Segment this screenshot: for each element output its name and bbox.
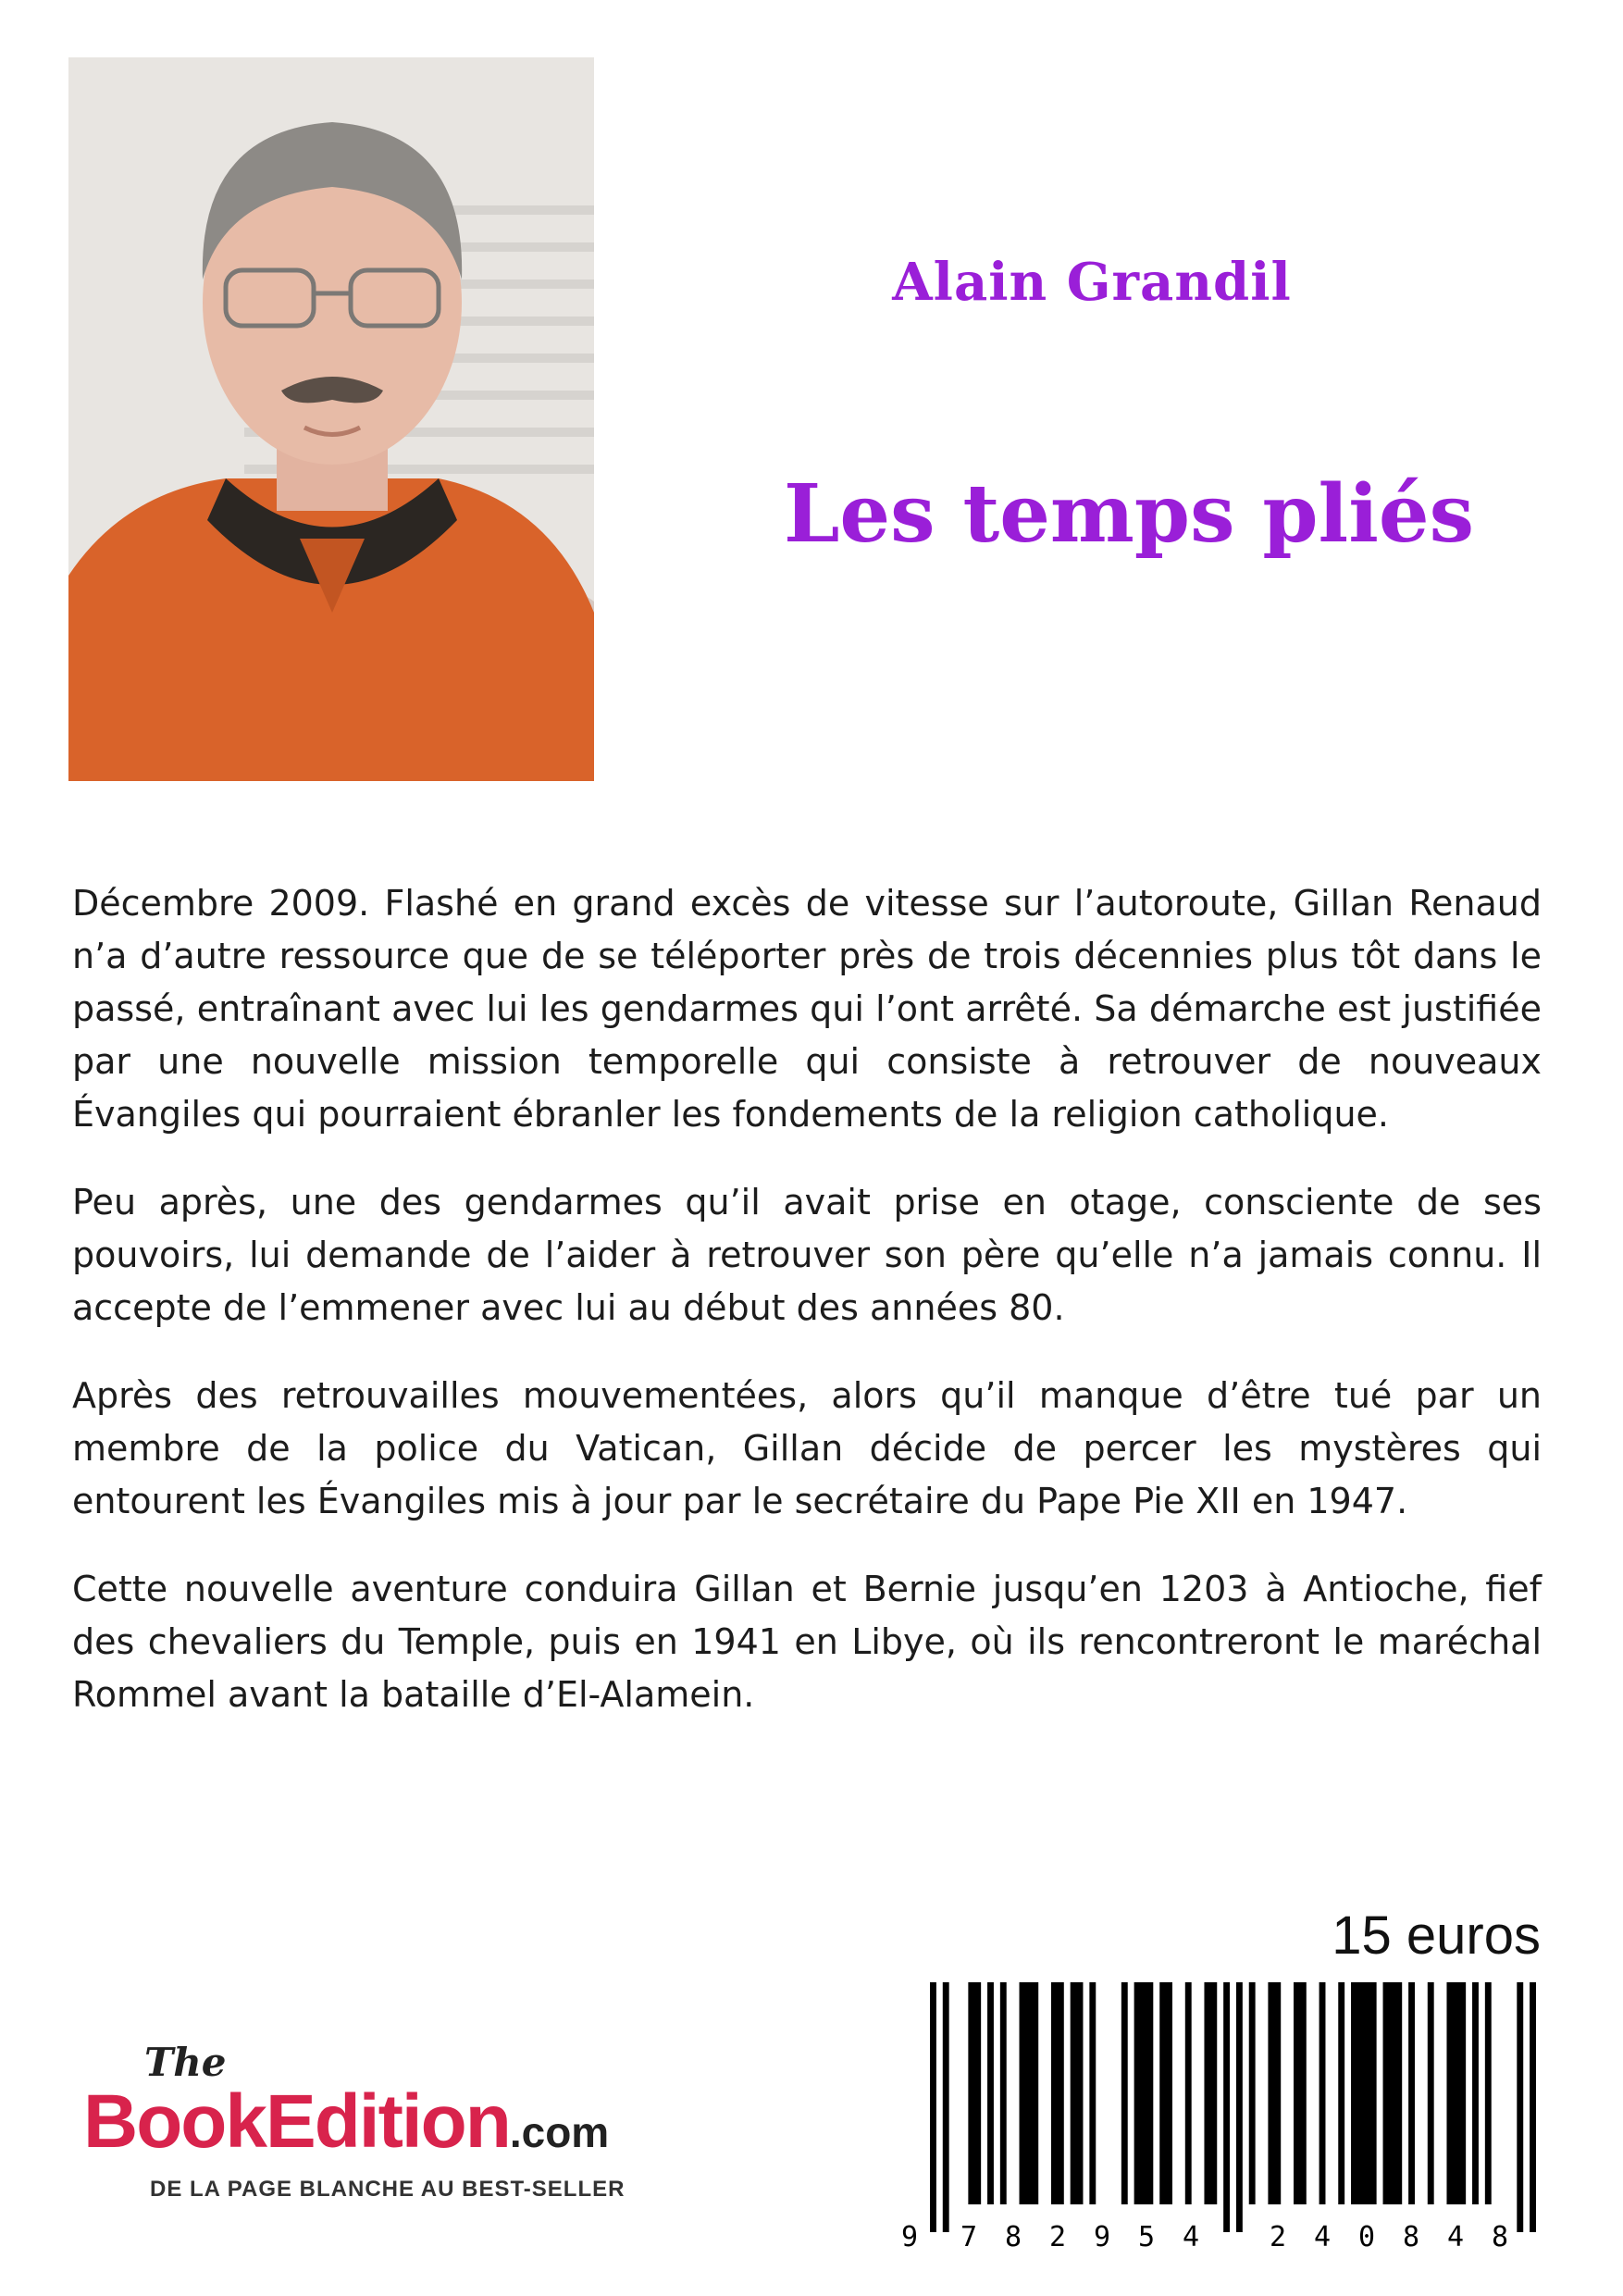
barcode-bar xyxy=(1020,1982,1039,2204)
book-title: Les temps pliés xyxy=(783,467,1475,561)
barcode-digit: 8 xyxy=(1004,2221,1022,2251)
barcode-digit: 9 xyxy=(900,2221,919,2251)
barcode-bar xyxy=(1485,1982,1492,2204)
barcode-bar xyxy=(1428,1982,1434,2204)
logo-the: The xyxy=(144,2040,227,2085)
barcode-bar xyxy=(1121,1982,1128,2204)
blurb-paragraph: Après des retrouvailles mouvementées, alors qu’il manque d’être tué par un membre de la police du Vatican, Gillan décide de percer les mystères qui entourent les Évangiles mis à jour par le secrétaire du Pape Pie XII en 1947. xyxy=(72,1375,1542,1521)
barcode-bar xyxy=(1383,1982,1403,2204)
author-photo xyxy=(68,57,594,781)
barcode-digit: 8 xyxy=(1491,2221,1509,2251)
barcode-bar xyxy=(1204,1982,1217,2204)
barcode-bar xyxy=(1319,1982,1326,2204)
author-name: Alain Grandil xyxy=(892,252,1292,313)
barcode-bar xyxy=(1159,1982,1172,2204)
barcode-bar xyxy=(1408,1982,1415,2204)
barcode-bar xyxy=(1134,1982,1154,2204)
barcode-bar xyxy=(1249,1982,1256,2204)
barcode-digit: 7 xyxy=(960,2221,978,2251)
barcode-bar xyxy=(1294,1982,1307,2204)
barcode-bar xyxy=(1351,1982,1377,2204)
barcode-digit: 4 xyxy=(1446,2221,1465,2251)
barcode-bar xyxy=(1000,1982,1007,2204)
barcode-icon xyxy=(893,1982,1541,2251)
barcode-digit: 2 xyxy=(1048,2221,1067,2251)
logo-brand-suffix: .com xyxy=(509,2108,610,2156)
barcode-bar xyxy=(968,1982,981,2204)
barcode-bar xyxy=(1268,1982,1281,2204)
price: 15 euros xyxy=(1332,1905,1541,1966)
barcode-bar xyxy=(1071,1982,1084,2204)
barcode-bar xyxy=(987,1982,994,2204)
barcode-bar xyxy=(1446,1982,1466,2204)
barcode-bar xyxy=(1236,1982,1243,2232)
barcode-bar xyxy=(1472,1982,1479,2204)
barcode-bar xyxy=(1223,1982,1230,2232)
barcode-digit: 0 xyxy=(1357,2221,1376,2251)
blurb-paragraph: Peu après, une des gendarmes qu’il avait prise en otage, consciente de ses pouvoirs, lui demande de l’aider à retrouver son père qu’elle n’a jamais connu. Il accepte de l’emmener avec lui au début des années 80. xyxy=(72,1182,1542,1328)
barcode-digit: 4 xyxy=(1182,2221,1200,2251)
barcode-bar xyxy=(1051,1982,1064,2204)
barcode-bar xyxy=(930,1982,936,2232)
barcode-digit: 9 xyxy=(1093,2221,1111,2251)
blurb-paragraph: Cette nouvelle aventure conduira Gillan et Bernie jusqu’en 1203 à Antioche, fief des chevaliers du Temple, puis en 1941 en Libye, où ils rencontreront le maréchal Rommel avant la bataille d’El-Alamein. xyxy=(72,1569,1542,1715)
barcode-digit: 4 xyxy=(1313,2221,1332,2251)
back-cover-blurb xyxy=(72,877,1542,1756)
barcode-bar xyxy=(943,1982,949,2232)
author-portrait-icon xyxy=(68,57,594,781)
logo-brand-main: BookEdition xyxy=(83,2079,510,2164)
barcode-digit: 2 xyxy=(1269,2221,1287,2251)
logo-brand xyxy=(83,2079,609,2166)
barcode-digit: 8 xyxy=(1402,2221,1420,2251)
barcode-bar xyxy=(1338,1982,1344,2204)
barcode-bar xyxy=(1089,1982,1096,2204)
blurb-paragraph: Décembre 2009. Flashé en grand excès de vitesse sur l’autoroute, Gillan Renaud n’a d’autre ressource que de se téléporter près de trois décennies plus tôt dans le passé, entraînant avec lui les gendarmes qui l’ont arrêté. Sa démarche est justifiée par une nouvelle mission temporelle qui consiste à retrouver de nouveaux Évangiles qui pourraient ébranler les fondements de la religion catholique. xyxy=(72,883,1542,1135)
barcode-bar xyxy=(1517,1982,1523,2232)
barcode-bar xyxy=(1530,1982,1536,2232)
barcode-bar xyxy=(1185,1982,1192,2204)
isbn-barcode xyxy=(893,1982,1541,2251)
publisher-tagline: DE LA PAGE BLANCHE AU BEST-SELLER xyxy=(150,2177,626,2202)
publisher-logo xyxy=(83,2040,768,2188)
barcode-digit: 5 xyxy=(1137,2221,1156,2251)
